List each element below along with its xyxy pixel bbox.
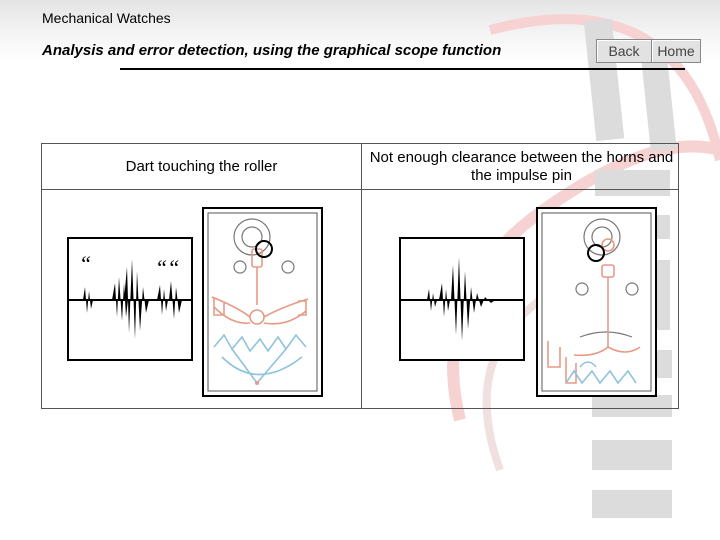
subject-label: Mechanical Watches bbox=[42, 10, 171, 26]
header-divider bbox=[42, 189, 678, 190]
escapement-diagram-left bbox=[202, 207, 323, 397]
column-heading-text: Dart touching the roller bbox=[125, 157, 278, 175]
column-heading-horn-clearance bbox=[362, 144, 681, 189]
page-title: Analysis and error detection, using the graphical scope function bbox=[42, 42, 502, 59]
column-heading-dart-touching-roller bbox=[42, 144, 361, 189]
escapement-diagram-right bbox=[536, 207, 657, 397]
scope-trace-left bbox=[67, 237, 193, 361]
column-heading-text: Not enough clearance between the horns and the impulse pin bbox=[369, 148, 674, 184]
scope-annotation-left: “ bbox=[79, 251, 92, 276]
scope-trace-right bbox=[399, 237, 525, 361]
scope-annotation-right: ““ bbox=[155, 255, 180, 280]
title-underline bbox=[120, 68, 685, 70]
home-button[interactable]: Home bbox=[651, 39, 701, 63]
comparison-table bbox=[41, 143, 679, 409]
back-button[interactable]: Back bbox=[596, 39, 652, 63]
